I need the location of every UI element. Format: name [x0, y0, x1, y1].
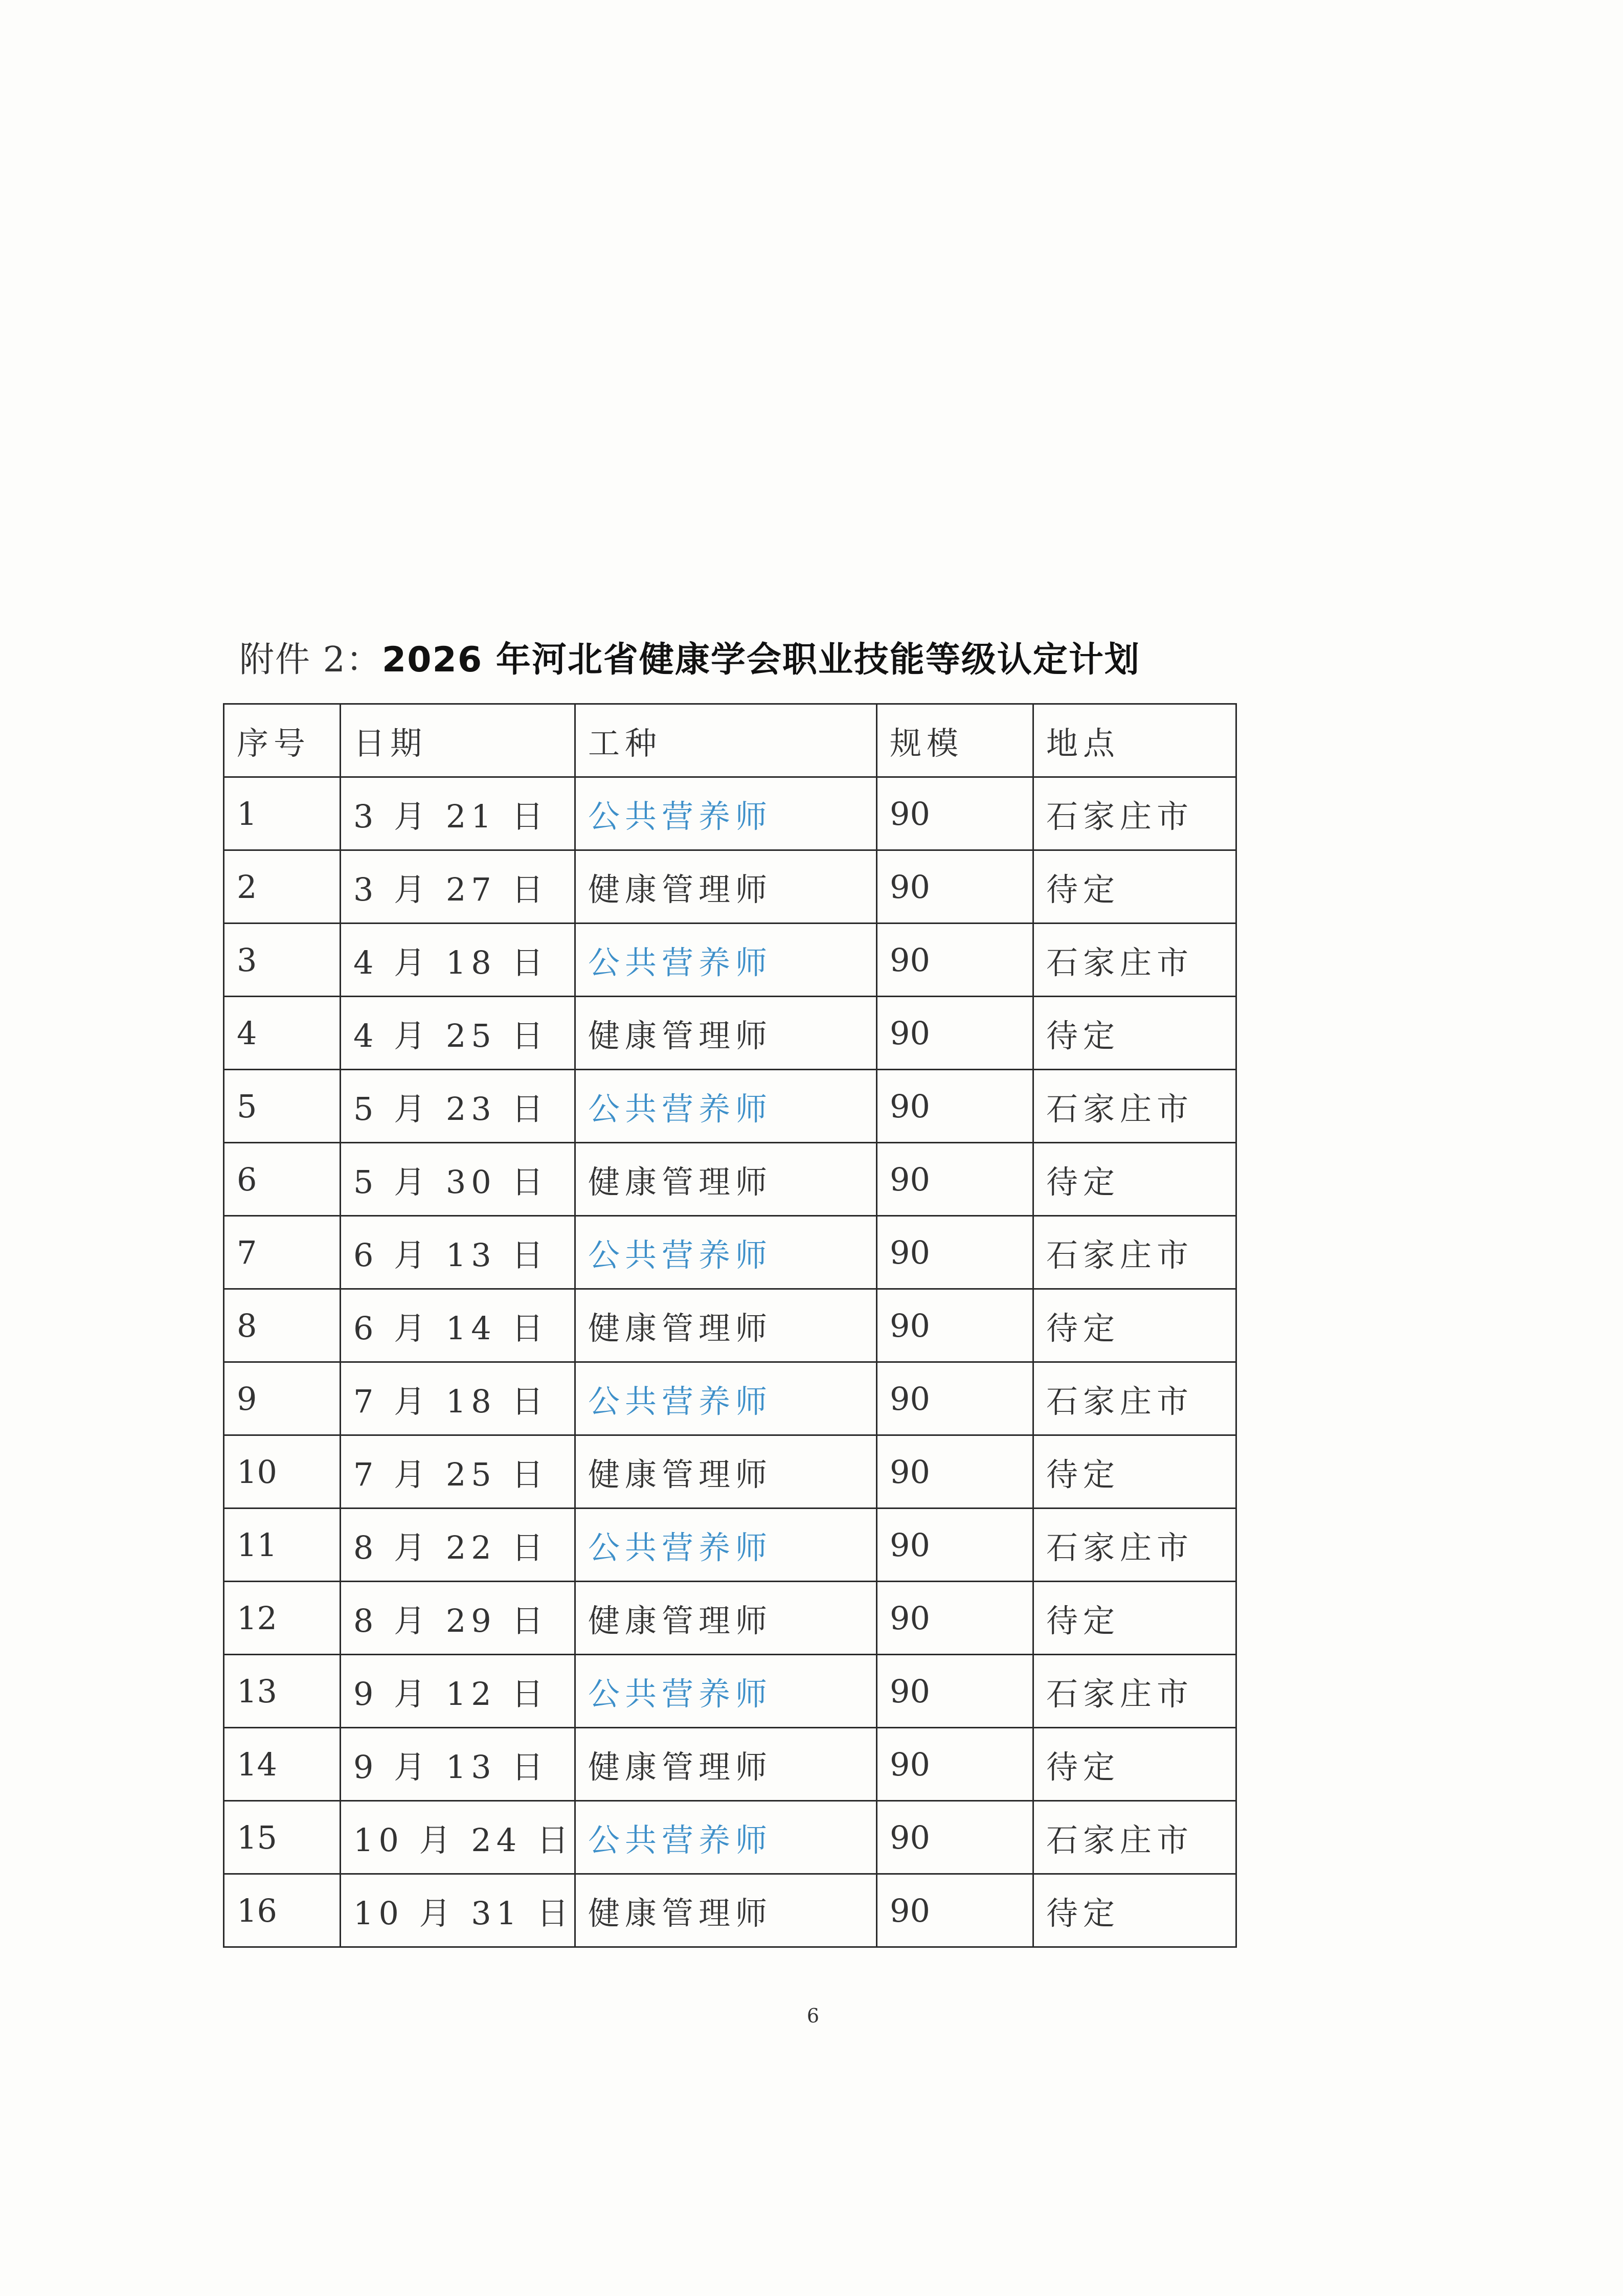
cell-scale: 90 [877, 1874, 1033, 1947]
cell-location: 石家庄市 [1033, 1509, 1236, 1582]
cell-job-type: 公共营养师 [575, 924, 877, 997]
cell-date: 6 月 14 日 [341, 1289, 575, 1362]
cell-date: 7 月 25 日 [341, 1435, 575, 1509]
cell-date: 9 月 12 日 [341, 1655, 575, 1728]
cell-job-type: 公共营养师 [575, 1362, 877, 1435]
cell-scale: 90 [877, 1655, 1033, 1728]
cell-location: 石家庄市 [1033, 1655, 1236, 1728]
table-row [224, 1289, 1236, 1362]
cell-index: 14 [224, 1728, 341, 1801]
cell-index: 10 [224, 1435, 341, 1509]
cell-date: 8 月 22 日 [341, 1509, 575, 1582]
cell-scale: 90 [877, 1070, 1033, 1143]
table-row [224, 1509, 1236, 1582]
cell-date: 5 月 30 日 [341, 1143, 575, 1216]
cell-index: 6 [224, 1143, 341, 1216]
cell-job-type: 健康管理师 [575, 1289, 877, 1362]
cell-location: 石家庄市 [1033, 1362, 1236, 1435]
cell-job-type: 公共营养师 [575, 777, 877, 850]
table-row [224, 1801, 1236, 1874]
cell-location: 待定 [1033, 1728, 1236, 1801]
cell-job-type: 健康管理师 [575, 997, 877, 1070]
cell-scale: 90 [877, 1216, 1033, 1289]
cell-job-type: 健康管理师 [575, 1582, 877, 1655]
cell-scale: 90 [877, 1362, 1033, 1435]
cell-job-type: 健康管理师 [575, 1728, 877, 1801]
cell-date: 3 月 21 日 [341, 777, 575, 850]
cell-index: 9 [224, 1362, 341, 1435]
cell-index: 4 [224, 997, 341, 1070]
cell-job-type: 公共营养师 [575, 1655, 877, 1728]
cell-location: 待定 [1033, 1143, 1236, 1216]
cell-scale: 90 [877, 997, 1033, 1070]
cell-index: 3 [224, 924, 341, 997]
certification-plan-table [223, 703, 1237, 1948]
table-row [224, 1582, 1236, 1655]
cell-date: 7 月 18 日 [341, 1362, 575, 1435]
cell-scale: 90 [877, 1582, 1033, 1655]
cell-job-type: 公共营养师 [575, 1801, 877, 1874]
header-date: 日期 [341, 704, 575, 777]
cell-scale: 90 [877, 1509, 1033, 1582]
cell-location: 石家庄市 [1033, 1070, 1236, 1143]
cell-index: 16 [224, 1874, 341, 1947]
table-row [224, 1655, 1236, 1728]
cell-location: 待定 [1033, 1289, 1236, 1362]
cell-location: 石家庄市 [1033, 1801, 1236, 1874]
cell-date: 5 月 23 日 [341, 1070, 575, 1143]
table-row [224, 1874, 1236, 1947]
header-scale: 规模 [877, 704, 1033, 777]
cell-index: 1 [224, 777, 341, 850]
page-number: 6 [806, 2005, 820, 2027]
cell-location: 石家庄市 [1033, 1216, 1236, 1289]
table-row [224, 777, 1236, 850]
table-header-row [224, 704, 1236, 777]
table-row [224, 850, 1236, 924]
cell-scale: 90 [877, 924, 1033, 997]
cell-scale: 90 [877, 1289, 1033, 1362]
cell-date: 3 月 27 日 [341, 850, 575, 924]
cell-index: 11 [224, 1509, 341, 1582]
cell-scale: 90 [877, 850, 1033, 924]
cell-date: 10 月 24 日 [341, 1801, 575, 1874]
cell-scale: 90 [877, 1801, 1033, 1874]
cell-location: 石家庄市 [1033, 924, 1236, 997]
header-job-type: 工种 [575, 704, 877, 777]
cell-location: 待定 [1033, 850, 1236, 924]
title-prefix: 附件 2： [239, 640, 382, 680]
cell-job-type: 健康管理师 [575, 1435, 877, 1509]
cell-job-type: 公共营养师 [575, 1509, 877, 1582]
cell-scale: 90 [877, 1435, 1033, 1509]
cell-job-type: 健康管理师 [575, 1874, 877, 1947]
cell-location: 待定 [1033, 997, 1236, 1070]
cell-job-type: 公共营养师 [575, 1070, 877, 1143]
cell-job-type: 公共营养师 [575, 1216, 877, 1289]
cell-date: 8 月 29 日 [341, 1582, 575, 1655]
cell-index: 12 [224, 1582, 341, 1655]
cell-scale: 90 [877, 777, 1033, 850]
table-row [224, 1435, 1236, 1509]
cell-index: 7 [224, 1216, 341, 1289]
table-row [224, 1216, 1236, 1289]
cell-scale: 90 [877, 1143, 1033, 1216]
header-index: 序号 [224, 704, 341, 777]
cell-index: 8 [224, 1289, 341, 1362]
cell-date: 4 月 18 日 [341, 924, 575, 997]
table-row [224, 1070, 1236, 1143]
cell-index: 5 [224, 1070, 341, 1143]
cell-job-type: 健康管理师 [575, 850, 877, 924]
cell-scale: 90 [877, 1728, 1033, 1801]
cell-date: 10 月 31 日 [341, 1874, 575, 1947]
table-row [224, 997, 1236, 1070]
title-main: 2026 年河北省健康学会职业技能等级认定计划 [381, 640, 1140, 680]
table-row [224, 1143, 1236, 1216]
header-location: 地点 [1033, 704, 1236, 777]
table-row [224, 1362, 1236, 1435]
table-row [224, 924, 1236, 997]
cell-index: 13 [224, 1655, 341, 1728]
table-body [224, 777, 1236, 1947]
cell-location: 待定 [1033, 1874, 1236, 1947]
cell-location: 待定 [1033, 1435, 1236, 1509]
cell-index: 2 [224, 850, 341, 924]
document-title [239, 632, 1140, 688]
cell-job-type: 健康管理师 [575, 1143, 877, 1216]
cell-date: 4 月 25 日 [341, 997, 575, 1070]
cell-date: 9 月 13 日 [341, 1728, 575, 1801]
cell-index: 15 [224, 1801, 341, 1874]
table-row [224, 1728, 1236, 1801]
cell-location: 待定 [1033, 1582, 1236, 1655]
cell-location: 石家庄市 [1033, 777, 1236, 850]
cell-date: 6 月 13 日 [341, 1216, 575, 1289]
